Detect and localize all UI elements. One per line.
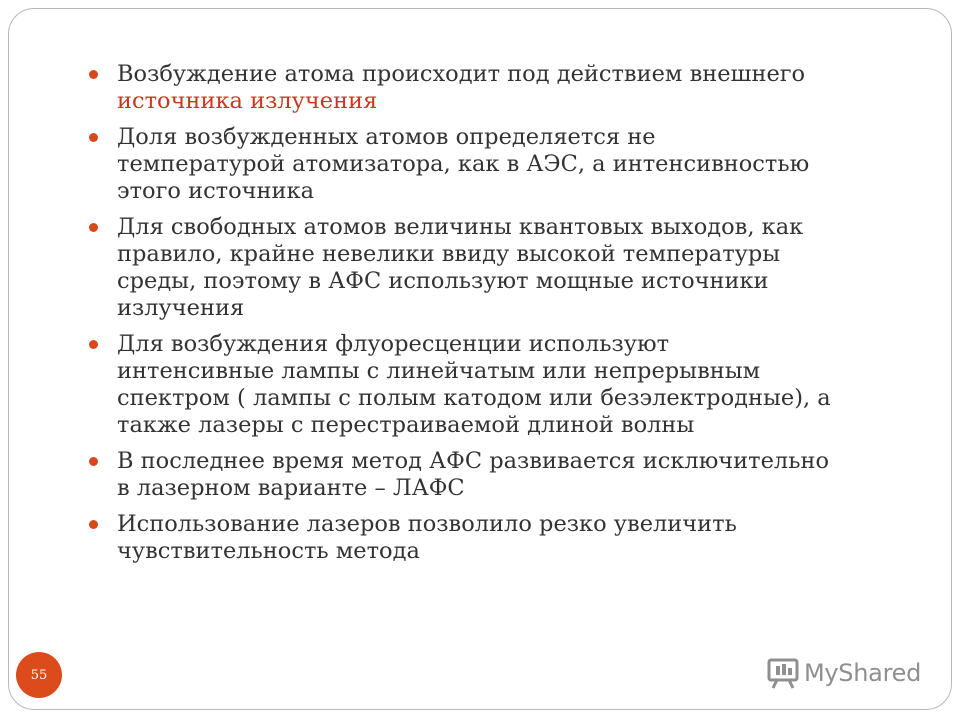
bullet-line: Возбуждение атома происходит под действием внешнего bbox=[117, 61, 806, 87]
bullet-line: излучения bbox=[117, 295, 245, 321]
bullet-line: спектром ( лампы с полым катодом или безэлектродные), а bbox=[117, 385, 831, 411]
bullet-item bbox=[89, 61, 909, 115]
bullet-dot-icon bbox=[89, 340, 98, 349]
bullet-line: Для свободных атомов величины квантовых выходов, как bbox=[117, 214, 804, 240]
bullet-line: правило, крайне невелики ввиду высокой температуры bbox=[117, 241, 781, 267]
bullet-item bbox=[89, 214, 909, 322]
bullet-line: в лазерном варианте – ЛАФС bbox=[117, 475, 465, 501]
bullet-list bbox=[89, 61, 909, 574]
bullet-item bbox=[89, 511, 909, 565]
bullet-line: среды, поэтому в АФС используют мощные источники bbox=[117, 268, 769, 294]
bullet-line: также лазеры с перестраиваемой длиной волны bbox=[117, 412, 695, 438]
watermark-text: MyShared bbox=[804, 659, 922, 687]
slide-frame bbox=[8, 8, 952, 710]
bullet-item bbox=[89, 331, 909, 439]
page-number: 55 bbox=[30, 667, 48, 683]
bullet-dot-icon bbox=[89, 133, 98, 142]
bullet-highlight-text: источника излучения bbox=[117, 88, 378, 114]
watermark-logo bbox=[766, 656, 921, 690]
bullet-dot-icon bbox=[89, 70, 98, 79]
bullet-item bbox=[89, 124, 909, 205]
bullet-line: температурой атомизатора, как в АЭС, а интенсивностью bbox=[117, 151, 810, 177]
bullet-dot-icon bbox=[89, 457, 98, 466]
bullet-dot-icon bbox=[89, 223, 98, 232]
bullet-line: этого источника bbox=[117, 178, 315, 204]
bullet-line: Доля возбужденных атомов определяется не bbox=[117, 124, 656, 150]
bullet-line: В последнее время метод АФС развивается исключительно bbox=[117, 448, 830, 474]
presentation-board-icon bbox=[766, 656, 800, 690]
page-number-badge bbox=[16, 652, 62, 698]
bullet-line: Использование лазеров позволило резко увеличить bbox=[117, 511, 737, 537]
bullet-line: чувствительность метода bbox=[117, 538, 420, 564]
bullet-line: интенсивные лампы с линейчатым или непрерывным bbox=[117, 358, 761, 384]
bullet-dot-icon bbox=[89, 520, 98, 529]
bullet-line: Для возбуждения флуоресценции используют bbox=[117, 331, 670, 357]
bullet-item bbox=[89, 448, 909, 502]
